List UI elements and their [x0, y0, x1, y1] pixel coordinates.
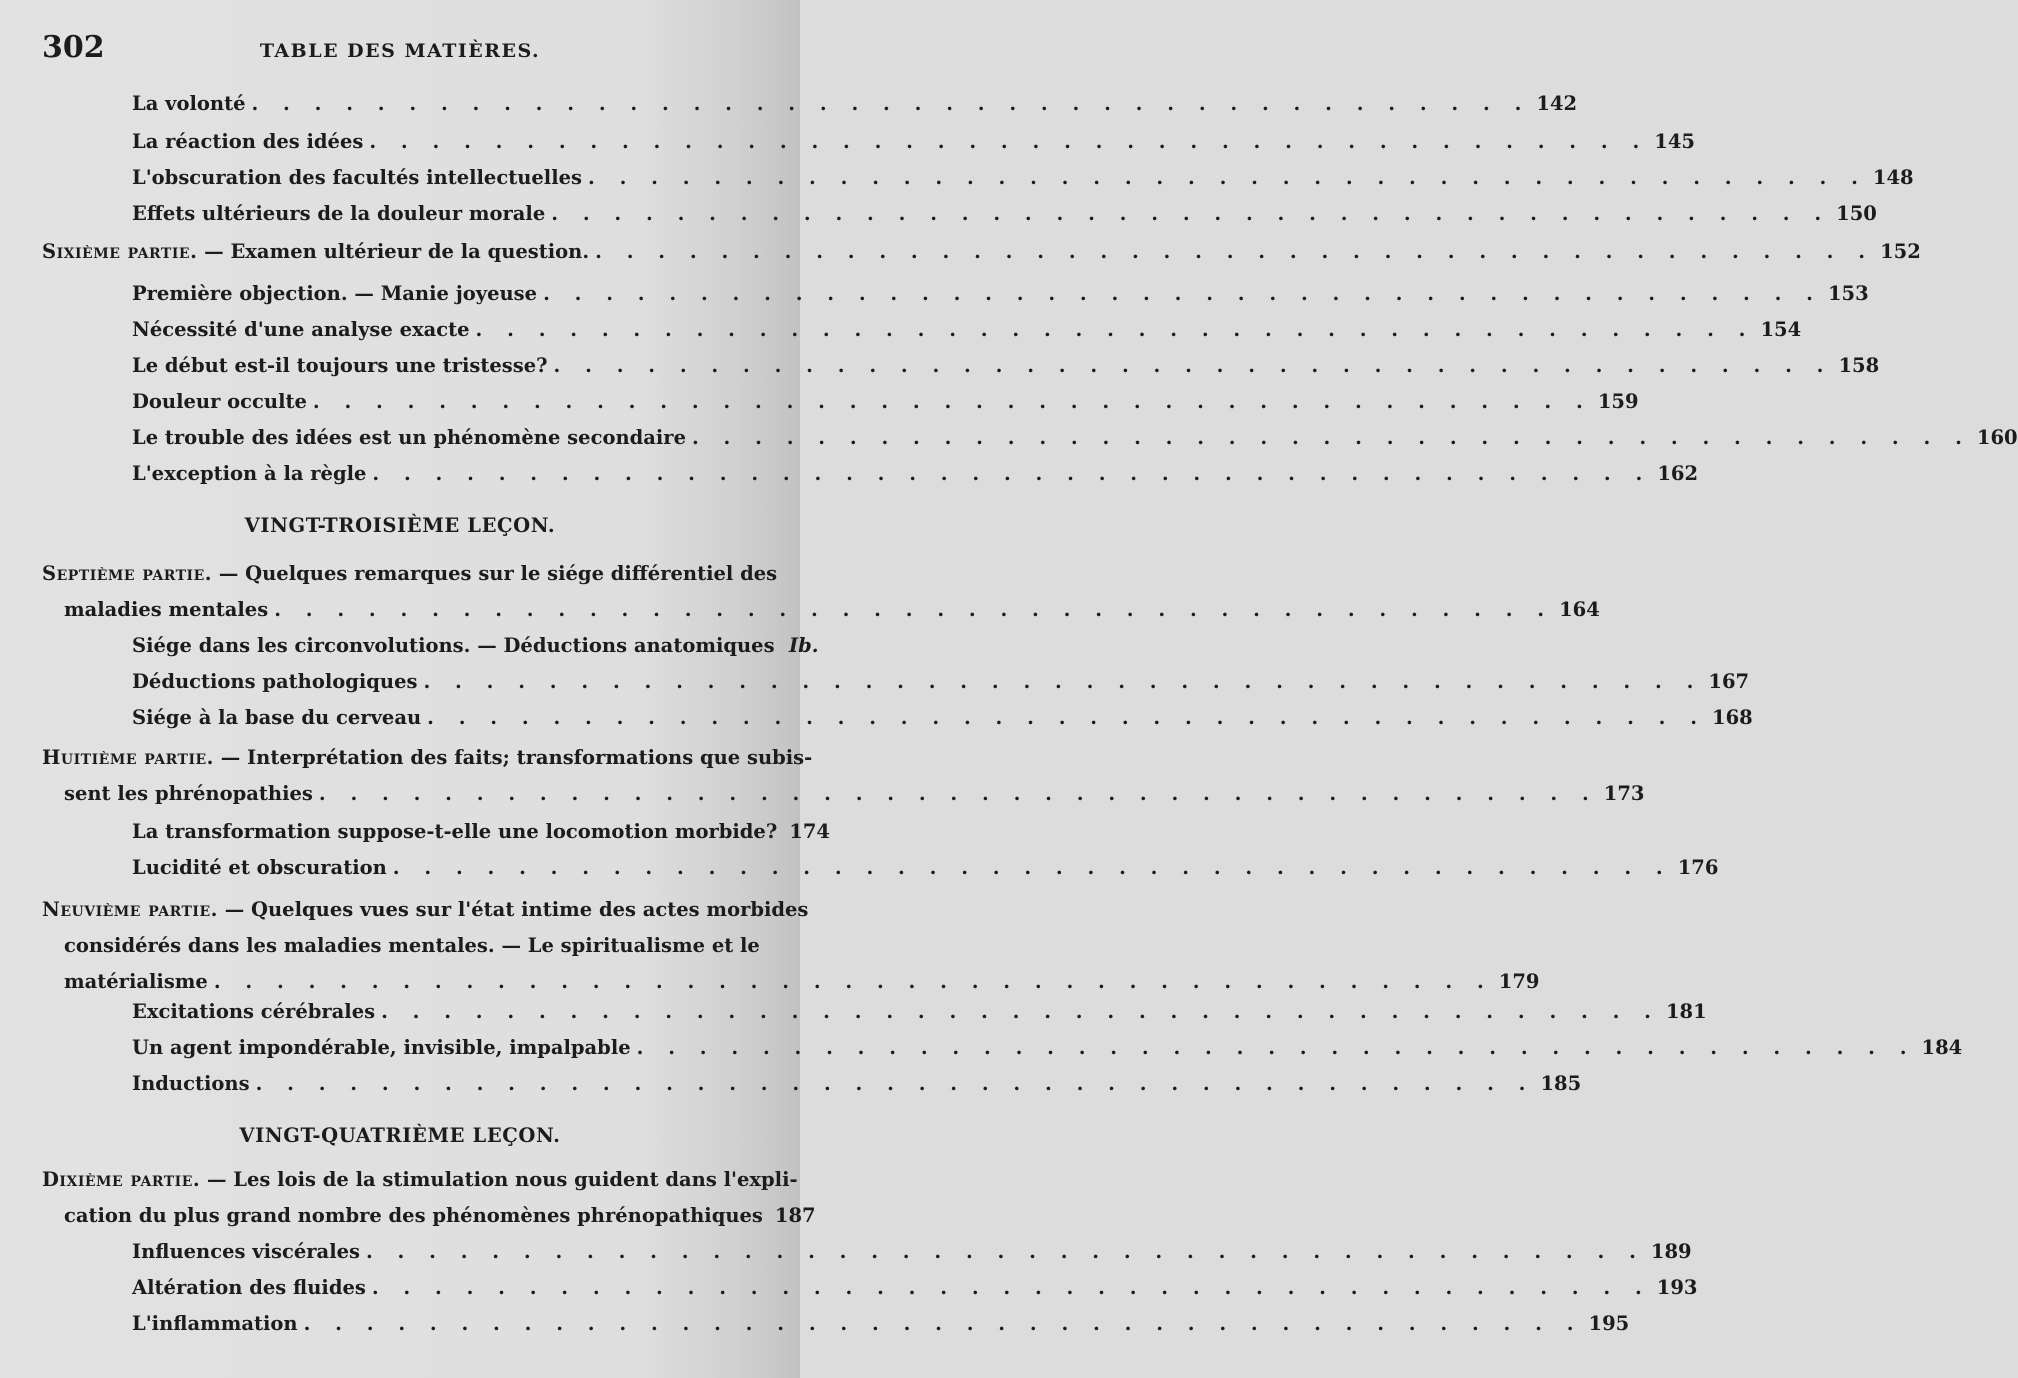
page-header: [0, 30, 800, 70]
page-ref: 145: [1654, 130, 1695, 153]
toc-entry-reaction: La réaction des idées . . . . . . . . . . . . . . . . . . . . . . . . . . . . . . . . . . . . . . . . . 145: [132, 124, 756, 160]
leader-dots: . . . . . . . . . . . . . . . . . . . . . . . . . . . . . . . . . . . . . . . . .: [312, 390, 1592, 413]
page-ref: 150: [1836, 202, 1877, 225]
page-ref: 179: [1498, 970, 1540, 993]
toc-entry-douleur: Douleur occulte . . . . . . . . . . . . . . . . . . . . . . . . . . . . . . . . . . . . . . . . . 159: [132, 384, 756, 420]
page-ref: 193: [1656, 1276, 1698, 1299]
page-ref: 148: [1872, 166, 1914, 189]
page-ref: 160: [1976, 426, 2018, 449]
toc-entry-trouble: Le trouble des idées est un phénomène secondaire . . . . . . . . . . . . . . . . . . . . . . . . . . . . . . . . . . . . . . . . . 160: [132, 420, 756, 456]
toc-entry-viscerales: Influences viscérales . . . . . . . . . . . . . . . . . . . . . . . . . . . . . . . . . . . . . . . . . 189: [132, 1234, 756, 1270]
part-label: Dixième partie.: [42, 1168, 201, 1191]
part-label: Sixième partie.: [42, 240, 198, 263]
leader-dots: . . . . . . . . . . . . . . . . . . . . . . . . . . . . . . . . . . . . . . . . .: [691, 426, 1971, 449]
leader-dots: . . . . . . . . . . . . . . . . . . . . . . . . . . . . . . . . . . . . . . . . .: [318, 782, 1598, 805]
toc-entry-circonvolutions: Siége dans les circonvolutions. — Déductions anatomiques Ib.: [132, 628, 756, 664]
running-title: TABLE DES MATIÈRES.: [259, 40, 541, 62]
leader-dots: . . . . . . . . . . . . . . . . . . . . . . . . . . . . . . . . . . . . . . . . .: [543, 282, 1822, 305]
page-ref: 153: [1827, 282, 1869, 305]
page-ref: Ib.: [789, 634, 819, 657]
toc-entry-pathologiques: Déductions pathologiques . . . . . . . . . . . . . . . . . . . . . . . . . . . . . . . . . . . . . . . . . 167: [132, 664, 756, 700]
leader-dots: . . . . . . . . . . . . . . . . . . . . . . . . . . . . . . . . . . . . . . . . .: [475, 318, 1755, 341]
leader-dots: . . . . . . . . . . . . . . . . . . . . . . . . . . . . . . . . . . . . . . . . .: [423, 670, 1703, 693]
toc-entry-lucidite: Lucidité et obscuration . . . . . . . . . . . . . . . . . . . . . . . . . . . . . . . . . . . . . . . . . 176: [132, 850, 756, 886]
toc-entry-fluides: Altération des fluides . . . . . . . . . . . . . . . . . . . . . . . . . . . . . . . . . . . . . . . . . 193: [132, 1270, 756, 1306]
page-ref: 185: [1540, 1072, 1582, 1095]
toc-entry-effets: Effets ultérieurs de la douleur morale . . . . . . . . . . . . . . . . . . . . . . . . . . . . . . . . . . . . . . . . . 150: [132, 196, 756, 232]
toc-entry-exception: L'exception à la règle . . . . . . . . . . . . . . . . . . . . . . . . . . . . . . . . . . . . . . . . . 162: [132, 456, 756, 492]
toc-part-huitieme: Huitième partie. — Interprétation des faits; transformations que subis- sent les phrénopathies . . . . . . . . . . . . . . . . . . . . . . . . . . . . . . . . . . . . . . . . . 173: [42, 740, 756, 812]
leader-dots: . . . . . . . . . . . . . . . . . . . . . . . . . . . . . . . . . . . . . . . . .: [251, 92, 1531, 115]
page-number: 302: [42, 30, 105, 65]
leader-dots: . . . . . . . . . . . . . . . . . . . . . . . . . . . . . . . . . . . . . . . . .: [213, 970, 1493, 993]
leader-dots: . . . . . . . . . . . . . . . . . . . . . . . . . . . . . . . . . . . . . . . . .: [365, 1240, 1645, 1263]
toc-entry-volonte: La volonté . . . . . . . . . . . . . . . . . . . . . . . . . . . . . . . . . . . . . . . . . 142: [132, 86, 756, 122]
leader-dots: . . . . . . . . . . . . . . . . . . . . . . . . . . . . . . . . . . . . . . . . .: [636, 1036, 1916, 1059]
toc-entry-agent: Un agent impondérable, invisible, impalpable . . . . . . . . . . . . . . . . . . . . . . . . . . . . . . . . . . . . . . . . . 184: [132, 1030, 756, 1066]
toc-part-dixieme: Dixième partie. — Les lois de la stimulation nous guident dans l'expli- cation du plus grand nombre des phénomènes phrénopathiques 187: [42, 1162, 756, 1234]
part-label: Huitième partie.: [42, 746, 214, 769]
page-ref: 142: [1536, 92, 1578, 115]
page-ref: 174: [789, 820, 830, 843]
lesson-heading: VINGT-QUATRIÈME LEÇON.: [239, 1124, 561, 1147]
page-ref: 152: [1880, 240, 1921, 263]
leader-dots: . . . . . . . . . . . . . . . . . . . . . . . . . . . . . . . . . . . . . . . . .: [274, 598, 1554, 621]
toc-entry-base: Siége à la base du cerveau . . . . . . . . . . . . . . . . . . . . . . . . . . . . . . . . . . . . . . . . . 168: [132, 700, 756, 736]
page-ref: 158: [1838, 354, 1880, 377]
part-label: Neuvième partie.: [42, 898, 218, 921]
leader-dots: . . . . . . . . . . . . . . . . . . . . . . . . . . . . . . . . . . . . . . . . .: [371, 1276, 1651, 1299]
toc-part-sixieme: Sixième partie. — Examen ultérieur de la question. . . . . . . . . . . . . . . . . . . . . . . . . . . . . . . . . . . . . . . . . . 152: [42, 234, 756, 270]
toc-entry-objection: Première objection. — Manie joyeuse . . . . . . . . . . . . . . . . . . . . . . . . . . . . . . . . . . . . . . . . . 153: [132, 276, 756, 312]
toc-entry-obscuration: L'obscuration des facultés intellectuelles . . . . . . . . . . . . . . . . . . . . . . . . . . . . . . . . . . . . . . . . . 148: [132, 160, 756, 196]
part-label: Septième partie.: [42, 562, 213, 585]
leader-dots: . . . . . . . . . . . . . . . . . . . . . . . . . . . . . . . . . . . . . . . . .: [303, 1312, 1583, 1335]
leader-dots: . . . . . . . . . . . . . . . . . . . . . . . . . . . . . . . . . . . . . . . . .: [392, 856, 1672, 879]
leader-dots: . . . . . . . . . . . . . . . . . . . . . . . . . . . . . . . . . . . . . . . . .: [553, 354, 1833, 377]
page-ref: 184: [1921, 1036, 1963, 1059]
leader-dots: . . . . . . . . . . . . . . . . . . . . . . . . . . . . . . . . . . . . . . . . .: [372, 462, 1652, 485]
leader-dots: . . . . . . . . . . . . . . . . . . . . . . . . . . . . . . . . . . . . . . . . .: [381, 1000, 1660, 1023]
page-ref: 168: [1712, 706, 1753, 729]
lesson-heading: VINGT-TROISIÈME LEÇON.: [244, 514, 556, 537]
leader-dots: . . . . . . . . . . . . . . . . . . . . . . . . . . . . . . . . . . . . . . . . .: [595, 240, 1875, 263]
page-ref: 154: [1760, 318, 1802, 341]
leader-dots: . . . . . . . . . . . . . . . . . . . . . . . . . . . . . . . . . . . . . . . . .: [255, 1072, 1535, 1095]
page-ref: 159: [1597, 390, 1639, 413]
leader-dots: . . . . . . . . . . . . . . . . . . . . . . . . . . . . . . . . . . . . . . . . .: [551, 202, 1831, 225]
page-ref: 187: [774, 1204, 816, 1227]
page-ref: 173: [1603, 782, 1645, 805]
leader-dots: . . . . . . . . . . . . . . . . . . . . . . . . . . . . . . . . . . . . . . . . .: [427, 706, 1707, 729]
toc-entry-excitations: Excitations cérébrales . . . . . . . . . . . . . . . . . . . . . . . . . . . . . . . . . . . . . . . . . 181: [132, 994, 756, 1030]
page-ref: 195: [1588, 1312, 1630, 1335]
page-ref: 189: [1650, 1240, 1692, 1263]
leader-dots: . . . . . . . . . . . . . . . . . . . . . . . . . . . . . . . . . . . . . . . . .: [588, 166, 1867, 189]
page-ref: 167: [1708, 670, 1750, 693]
toc-part-septieme: Septième partie. — Quelques remarques sur le siége différentiel des maladies mentales . . . . . . . . . . . . . . . . . . . . . . . . . . . . . . . . . . . . . . . . . 164: [42, 556, 756, 628]
toc-entry-debut: Le début est-il toujours une tristesse? . . . . . . . . . . . . . . . . . . . . . . . . . . . . . . . . . . . . . . . . . 158: [132, 348, 756, 384]
page-ref: 164: [1559, 598, 1600, 621]
page-ref: 181: [1665, 1000, 1707, 1023]
page-ref: 176: [1677, 856, 1719, 879]
toc-entry-transformation: La transformation suppose-t-elle une locomotion morbide? 174: [132, 814, 756, 850]
toc-entry-inductions: Inductions . . . . . . . . . . . . . . . . . . . . . . . . . . . . . . . . . . . . . . . . . 185: [132, 1066, 756, 1102]
toc-entry-necessite: Nécessité d'une analyse exacte . . . . . . . . . . . . . . . . . . . . . . . . . . . . . . . . . . . . . . . . . 154: [132, 312, 756, 348]
page-ref: 162: [1657, 462, 1699, 485]
leader-dots: . . . . . . . . . . . . . . . . . . . . . . . . . . . . . . . . . . . . . . . . .: [369, 130, 1649, 153]
toc-entry-inflammation: L'inflammation . . . . . . . . . . . . . . . . . . . . . . . . . . . . . . . . . . . . . . . . . 195: [132, 1306, 756, 1342]
toc-part-neuvieme: Neuvième partie. — Quelques vues sur l'état intime des actes morbides considérés dans les maladies mentales. — Le spiritualisme et le matérialisme . . . . . . . . . . . . . . . . . . . . . . . . . . . . . . . . . . . . . . . . . 179: [42, 892, 756, 1000]
